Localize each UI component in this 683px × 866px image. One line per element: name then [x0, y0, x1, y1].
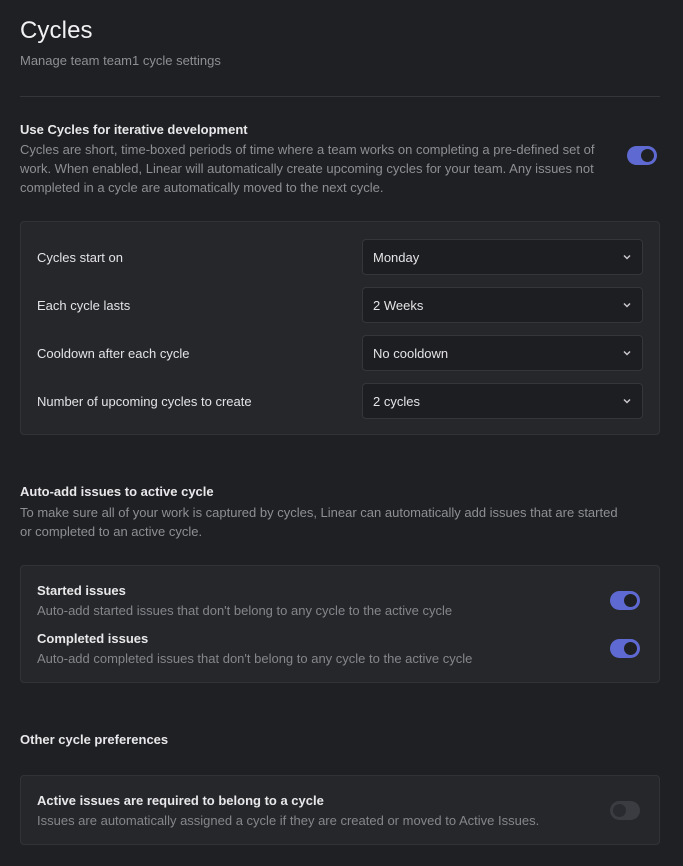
header-divider — [20, 96, 660, 97]
use-cycles-description: Cycles are short, time-boxed periods of time where a team works on completing a pre-defined set of work. When enabled, Linear will automatically create upcoming cycles for your team. Any issues not completed in a cycle are automatically moved to the next cycle. — [20, 142, 595, 195]
page-subtitle: Manage team team1 cycle settings — [20, 53, 221, 68]
use-cycles-heading: Use Cycles for iterative development — [20, 122, 248, 137]
toggle-knob — [624, 594, 637, 607]
completed-issues-title: Completed issues — [37, 631, 149, 646]
upcoming-cycles-label: Number of upcoming cycles to create — [37, 394, 252, 409]
cooldown-label: Cooldown after each cycle — [37, 346, 190, 361]
chevron-down-icon — [622, 252, 632, 262]
toggle-knob — [641, 149, 654, 162]
auto-add-card — [20, 565, 660, 683]
cycle-length-select[interactable] — [362, 287, 643, 323]
cycle-settings-card — [20, 221, 660, 435]
started-issues-toggle[interactable] — [610, 591, 640, 610]
started-issues-description: Auto-add started issues that don't belong to any cycle to the active cycle — [37, 603, 453, 618]
cycles-start-label: Cycles start on — [37, 250, 123, 265]
cooldown-select[interactable] — [362, 335, 643, 371]
active-issues-description: Issues are automatically assigned a cycle if they are created or moved to Active Issues. — [37, 813, 540, 828]
active-issues-toggle[interactable] — [610, 801, 640, 820]
cycles-start-select[interactable] — [362, 239, 643, 275]
toggle-knob — [613, 804, 626, 817]
completed-issues-description: Auto-add completed issues that don't belong to any cycle to the active cycle — [37, 651, 473, 666]
other-prefs-card — [20, 775, 660, 845]
auto-add-description: To make sure all of your work is captured by cycles, Linear can automatically add issues that are started or completed to an active cycle. — [20, 505, 618, 539]
other-prefs-heading: Other cycle preferences — [20, 732, 169, 747]
chevron-down-icon — [622, 348, 632, 358]
completed-issues-toggle[interactable] — [610, 639, 640, 658]
upcoming-cycles-value: 2 cycles — [373, 393, 420, 409]
page-title: Cycles — [20, 17, 93, 44]
auto-add-heading: Auto-add issues to active cycle — [20, 484, 214, 499]
cycles-start-value: Monday — [373, 249, 420, 265]
cycle-length-value: 2 Weeks — [373, 297, 424, 313]
active-issues-title: Active issues are required to belong to a cycle — [37, 793, 324, 808]
cooldown-value: No cooldown — [373, 345, 449, 361]
toggle-knob — [624, 642, 637, 655]
chevron-down-icon — [622, 300, 632, 310]
started-issues-title: Started issues — [37, 583, 126, 598]
chevron-down-icon — [622, 396, 632, 406]
cycle-length-label: Each cycle lasts — [37, 298, 131, 313]
use-cycles-toggle[interactable] — [627, 146, 657, 165]
upcoming-cycles-select[interactable] — [362, 383, 643, 419]
